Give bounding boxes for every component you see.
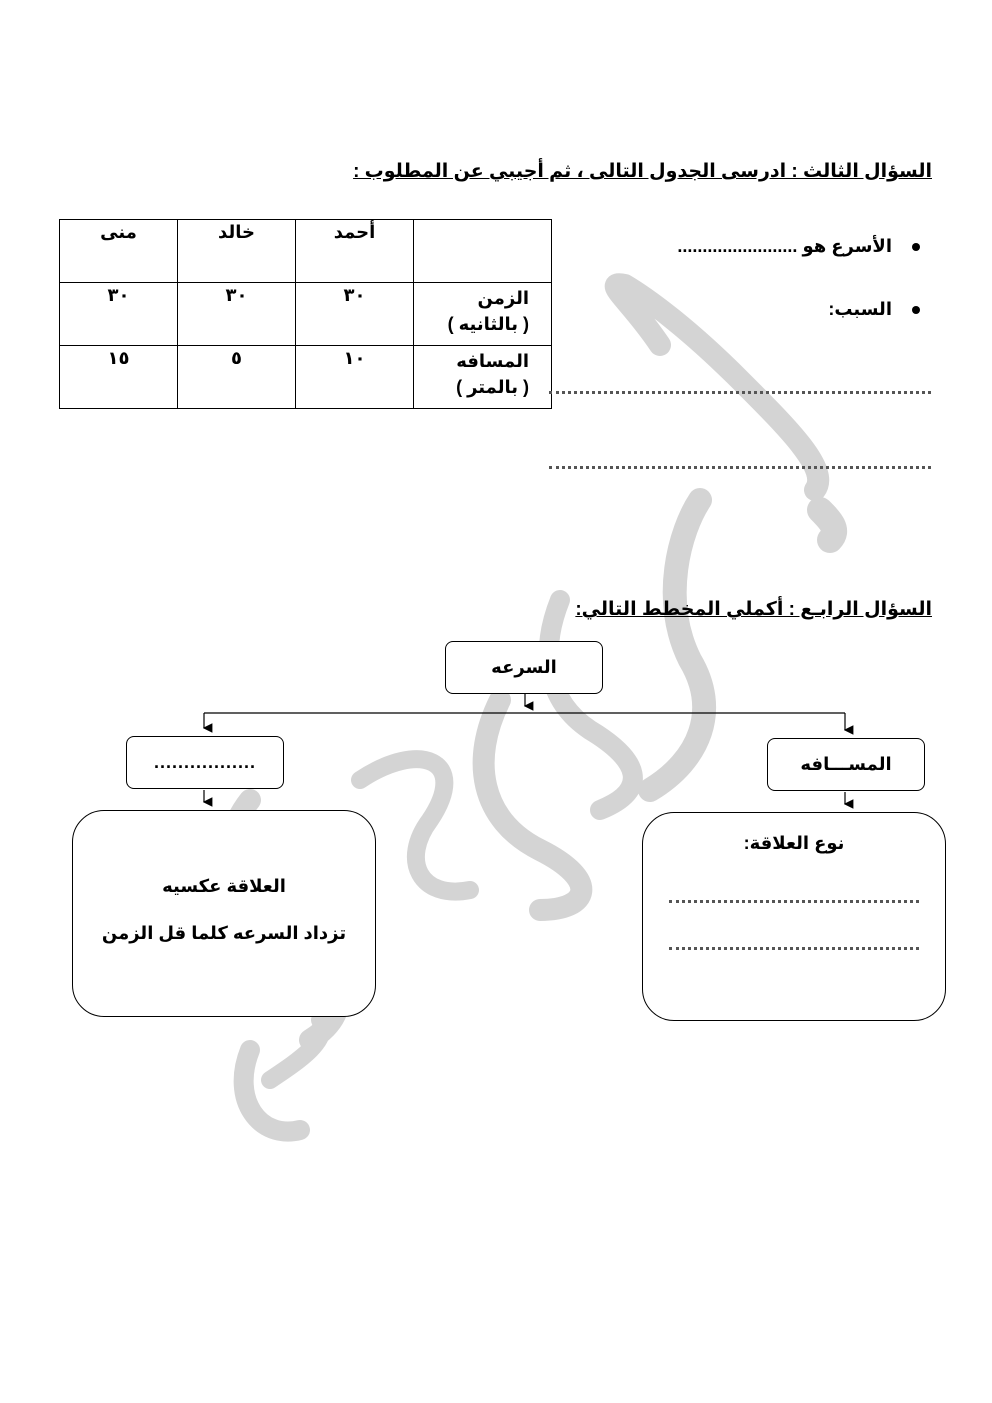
table-header-cell: منى xyxy=(60,220,178,283)
fastest-answer-blank[interactable]: ........................ xyxy=(677,236,798,256)
relation-type-text: العلاقة عكسيه xyxy=(162,875,286,896)
distance-box-label: المســـافه xyxy=(800,754,892,774)
speed-box xyxy=(445,641,603,694)
relation-answer-box xyxy=(642,812,946,1021)
missing-concept-blank[interactable]: ................. xyxy=(153,752,257,772)
missing-concept-box[interactable] xyxy=(126,736,284,789)
table-cell: ٣٠ xyxy=(60,283,178,346)
row-label-line1: الزمن xyxy=(477,288,529,308)
question4-title: السؤال الرابـع : أكملي المخطط التالي: xyxy=(575,599,932,620)
row-label-line2: ( بالثانيه ) xyxy=(447,314,529,334)
relation-explanation-text: تزداد السرعه كلما قل الزمن xyxy=(101,922,347,943)
relation-answer-line-2[interactable] xyxy=(669,947,919,950)
table-cell: ٣٠ xyxy=(296,283,414,346)
relation-answer-line-1[interactable] xyxy=(669,900,919,903)
reason-label: السبب: xyxy=(828,299,892,319)
question3-title: السؤال الثالث : ادرسى الجدول التالى ، ثم أجيبي عن المطلوب : xyxy=(353,161,932,182)
table-cell: ٣٠ xyxy=(178,283,296,346)
inverse-relation-box xyxy=(72,810,376,1017)
row-label-line1: المسافه xyxy=(456,351,529,371)
table-cell: ٥ xyxy=(178,346,296,409)
table-header-cell: خالد xyxy=(178,220,296,283)
fastest-label: الأسرع هو xyxy=(802,236,892,256)
table-cell: ١٥ xyxy=(60,346,178,409)
table-header-cell: أحمد xyxy=(296,220,414,283)
table-cell: ١٠ xyxy=(296,346,414,409)
row-label-line2: ( بالمتر ) xyxy=(456,377,529,397)
relation-heading: نوع العلاقة: xyxy=(743,833,845,853)
speed-box-label: السرعه xyxy=(491,657,557,677)
distance-box xyxy=(767,738,925,791)
